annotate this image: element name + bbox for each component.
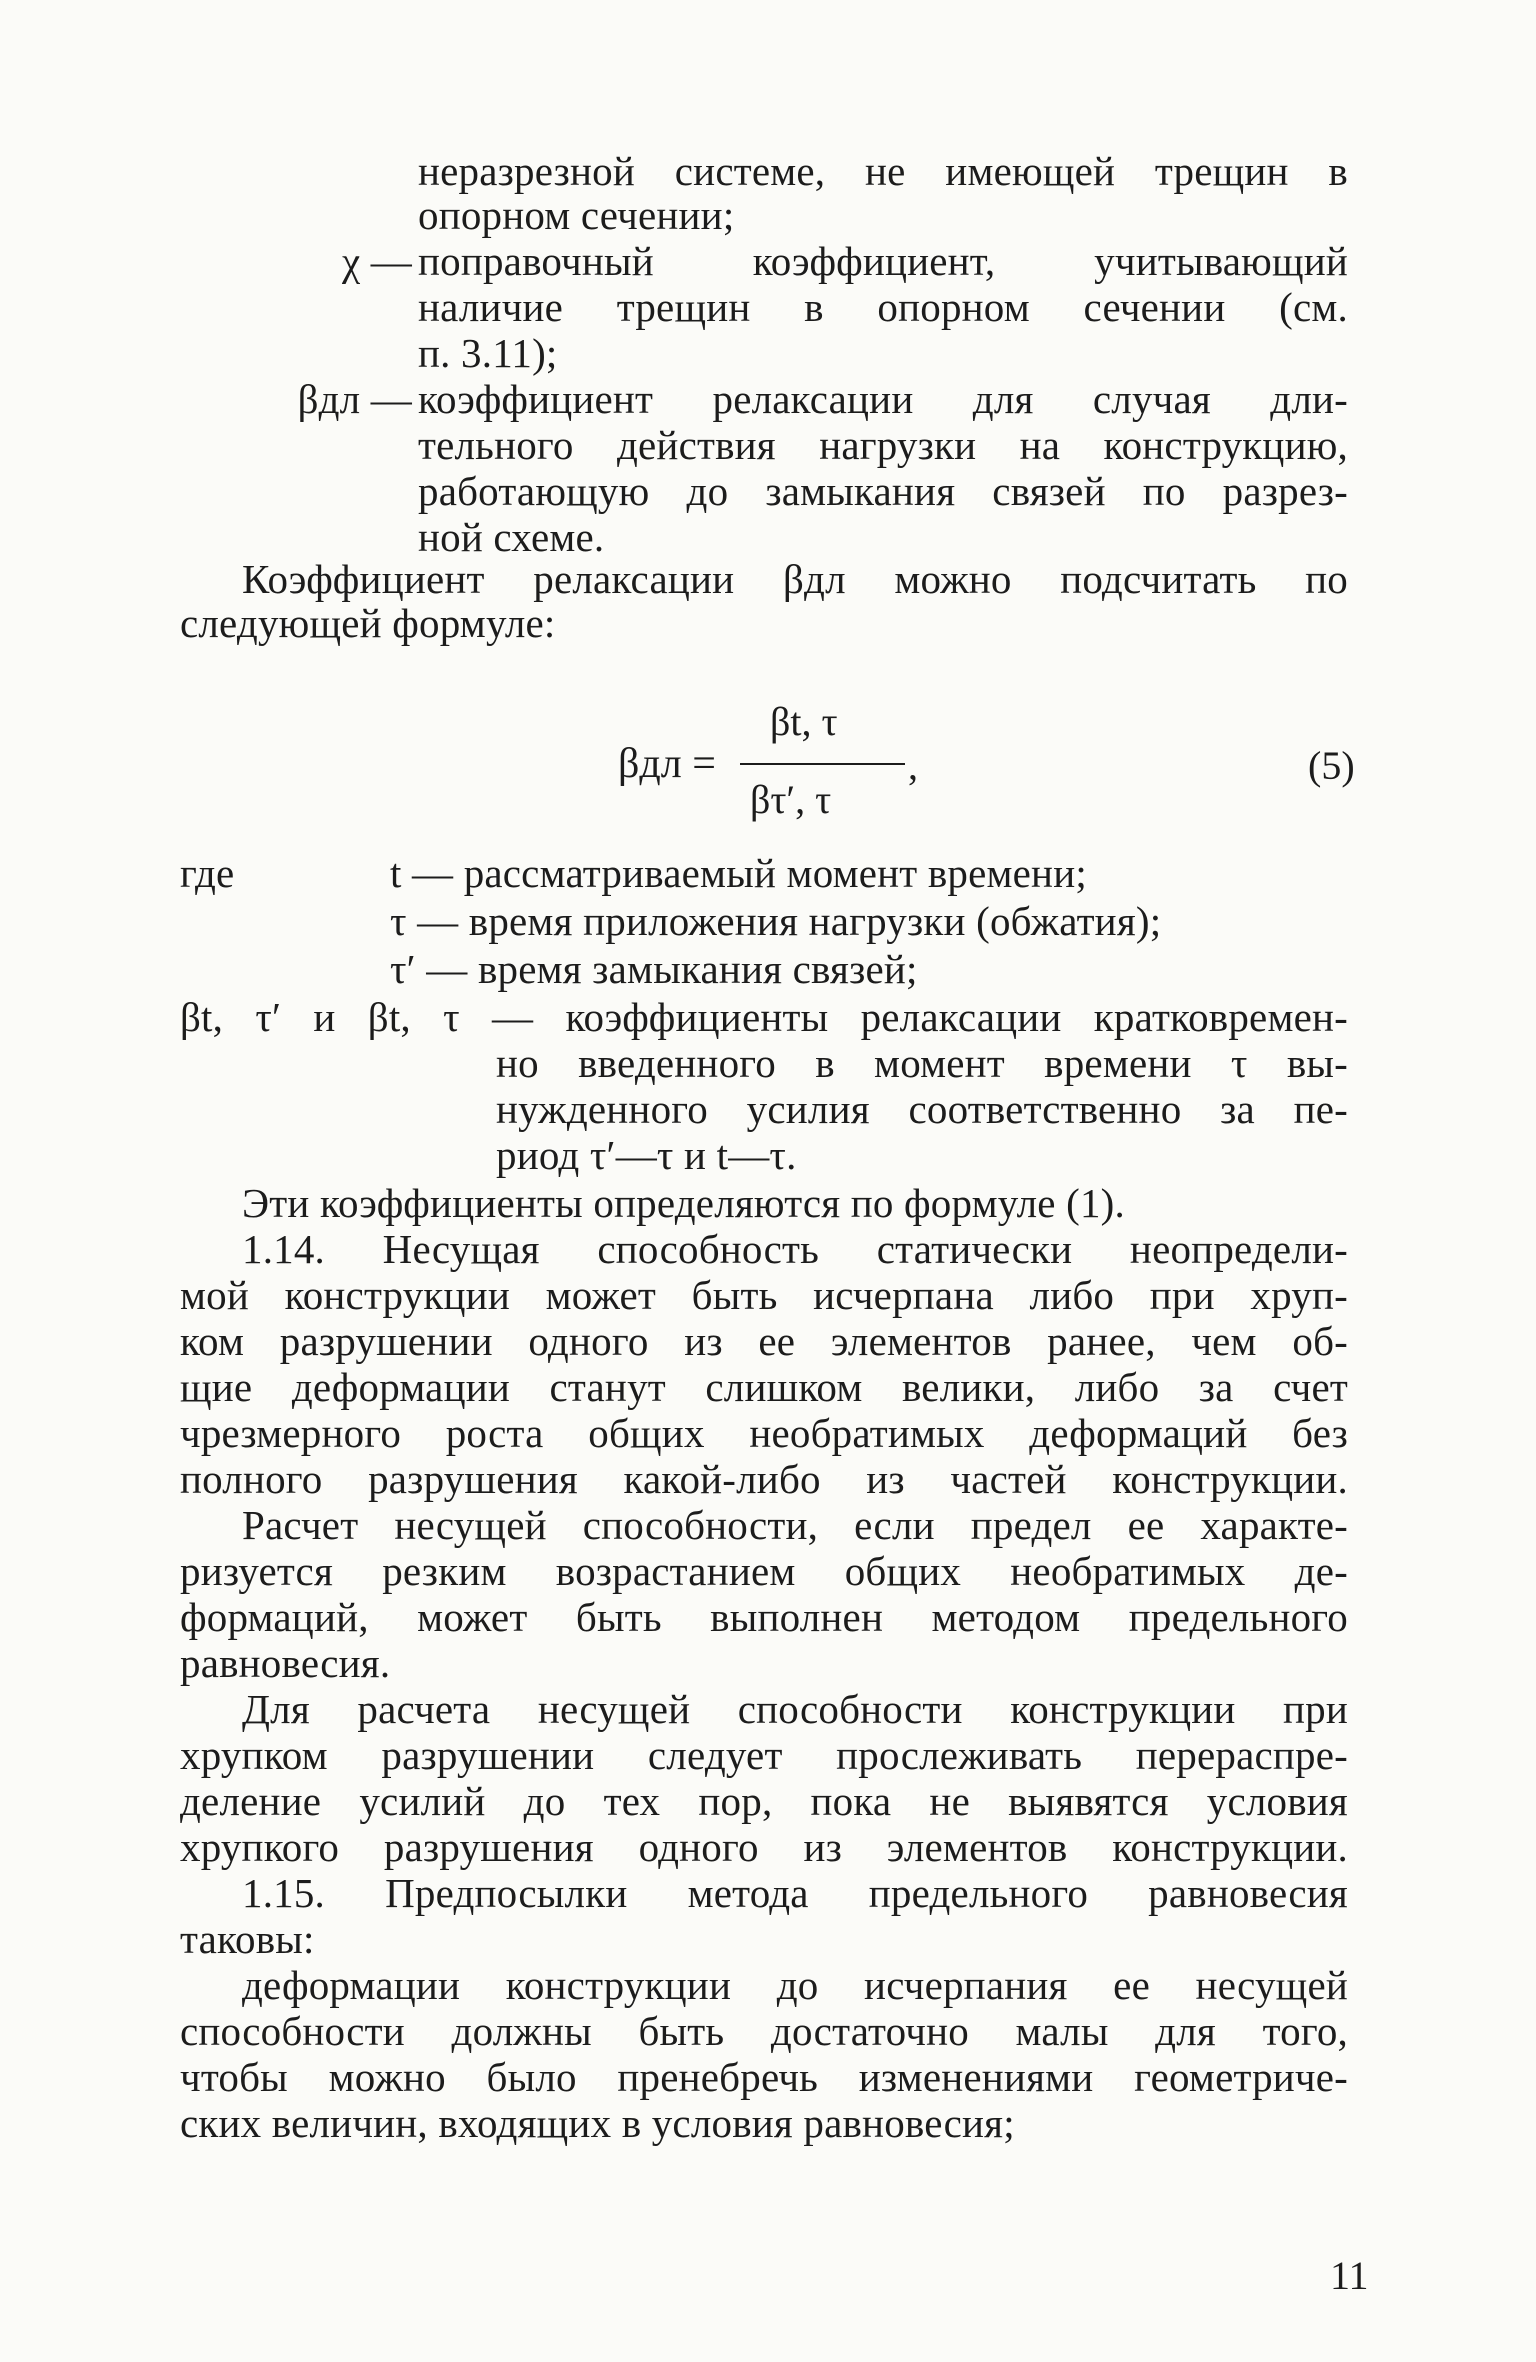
text-line: Эти коэффициенты определяются по формуле (1). — [242, 1180, 1125, 1226]
text-line: риод τ′—τ и t—τ. — [496, 1132, 797, 1178]
text-line: 1.14. Несущая способность статически неопредели- — [242, 1226, 1348, 1272]
text-line: чрезмерного роста общих необратимых деформаций без — [180, 1410, 1348, 1456]
text-line: ной схеме. — [418, 514, 605, 560]
text-line: но введенного в момент времени τ вы- — [496, 1040, 1348, 1086]
text-line: опорном сечении; — [418, 192, 735, 238]
text-line: t — рассматриваемый момент времени; — [390, 850, 1087, 896]
text-line: где — [180, 850, 235, 896]
text-line: 1.15. Предпосылки метода предельного равновесия — [242, 1870, 1348, 1916]
text-line: Для расчета несущей способности конструкции при — [242, 1686, 1348, 1732]
text-line: хрупком разрушении следует прослеживать перераспре- — [180, 1732, 1348, 1778]
text-line: βt, τ′ и βt, τ — коэффициенты релаксации кратковремен- — [180, 994, 1348, 1040]
text-line: Расчет несущей способности, если предел ее характе- — [242, 1502, 1348, 1548]
text-line: деление усилий до тех пор, пока не выявятся условия — [180, 1778, 1348, 1824]
text-line: ризуется резким возрастанием общих необратимых де- — [180, 1548, 1348, 1594]
text-line: неразрезной системе, не имеющей трещин в — [418, 148, 1348, 194]
text-line: щие деформации станут слишком велики, либо за счет — [180, 1364, 1348, 1410]
text-line: равновесия. — [180, 1640, 391, 1686]
page-number: 11 — [1330, 2253, 1369, 2298]
text-line: хрупкого разрушения одного из элементов конструкции. — [180, 1824, 1348, 1870]
text-line: работающую до замыкания связей по разрез- — [418, 468, 1348, 514]
text-line: наличие трещин в опорном сечении (см. — [418, 284, 1348, 330]
equation-number: (5) — [1308, 743, 1355, 788]
text-line: τ′ — время замыкания связей; — [390, 946, 918, 992]
formula-numerator: βt, τ — [770, 699, 838, 744]
formula-denominator: βτ′, τ — [750, 777, 832, 822]
text-line: чтобы можно было пренебречь изменениями геометриче- — [180, 2054, 1348, 2100]
text-line: полного разрушения какой-либо из частей конструкции. — [180, 1456, 1348, 1502]
text-line: способности должны быть достаточно малы для того, — [180, 2008, 1348, 2054]
text-line: таковы: — [180, 1916, 315, 1962]
text-line: коэффициент релаксации для случая дли- — [418, 376, 1348, 422]
term-symbol: χ — — [341, 238, 412, 284]
text-line: τ — время приложения нагрузки (обжатия); — [390, 898, 1162, 944]
text-line: формаций, может быть выполнен методом предельного — [180, 1594, 1348, 1640]
text-line: следующей формуле: — [180, 600, 556, 646]
formula-lhs: βдл = — [618, 741, 716, 787]
text-line: деформации конструкции до исчерпания ее несущей — [242, 1962, 1348, 2008]
formula-5 — [600, 690, 1000, 860]
text-line: тельного действия нагрузки на конструкцию, — [418, 422, 1348, 468]
term-symbol: βдл — — [297, 376, 412, 422]
text-line: ком разрушении одного из ее элементов ранее, чем об- — [180, 1318, 1348, 1364]
text-line: поправочный коэффициент, учитывающий — [418, 238, 1348, 284]
text-line: п. 3.11); — [418, 330, 558, 376]
text-line: мой конструкции может быть исчерпана либо при хруп- — [180, 1272, 1348, 1318]
text-line: ских величин, входящих в условия равновесия; — [180, 2100, 1015, 2146]
formula-comma: , — [908, 743, 918, 788]
text-line: нужденного усилия соответственно за пе- — [496, 1086, 1348, 1132]
text-line: Коэффициент релаксации βдл можно подсчитать по — [242, 556, 1348, 602]
fraction-bar — [740, 763, 905, 765]
